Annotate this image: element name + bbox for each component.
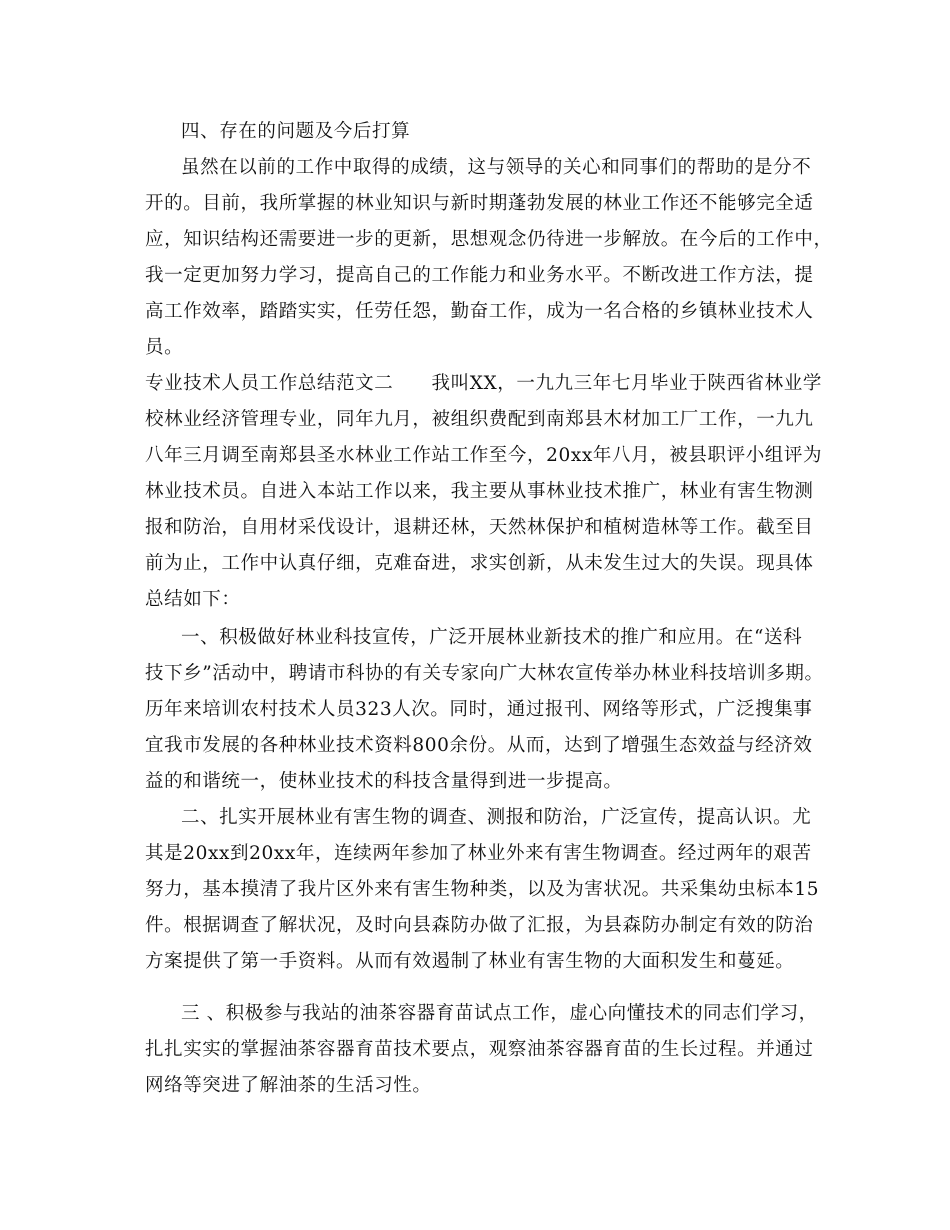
article-title-line: 专业技术人员工作总结范文二 我叫XX，一九九三年七月毕业于陕西省林业学 [145, 373, 822, 394]
paragraph-line: 三 、积极参与我站的油茶容器育苗试点工作，虚心向懂技术的同志们学习， [181, 1003, 818, 1024]
paragraph-line: 网络等突进了解油茶的生活习性。 [145, 1075, 432, 1096]
paragraph-line: 总结如下： [145, 589, 241, 610]
paragraph-line: 开的。目前，我所掌握的林业知识与新时期蓬勃发展的林业工作还不能够完全适 [145, 193, 814, 214]
paragraph-line: 扎扎实实的掌握油茶容器育苗技术要点，观察油茶容器育苗的生长过程。并通过 [145, 1039, 814, 1060]
paragraph-line: 我一定更加努力学习，提高自己的工作能力和业务水平。不断改进工作方法，提 [145, 265, 814, 286]
paragraph-line: 努力，基本摸清了我片区外来有害生物种类，以及为害状况。共采集幼虫标本15 [145, 879, 820, 900]
paragraph-line: 历年来培训农村技术人员323人次。同时，通过报刊、网络等形式，广泛搜集事 [145, 699, 813, 720]
paragraph-line: 八年三月调至南郑县圣水林业工作站工作至今，20xx年八月，被县职评小组评为 [145, 445, 823, 466]
paragraph-line: 益的和谐统一，使林业技术的科技含量得到进一步提高。 [145, 771, 623, 792]
paragraph-line: 宜我市发展的各种林业技术资料800余份。从而，达到了增强生态效益与经济效 [145, 735, 813, 756]
paragraph-line: 件。根据调查了解状况，及时向县森防办做了汇报，为县森防办制定有效的防治 [145, 915, 814, 936]
paragraph-line: 报和防治，自用材采伐设计，退耕还林，天然林保护和植树造林等工作。截至目 [145, 517, 814, 538]
paragraph-line: 其是20xx到20xx年，连续两年参加了林业外来有害生物调查。经过两年的艰苦 [145, 843, 812, 864]
paragraph-line: 林业技术员。自进入本站工作以来，我主要从事林业技术推广，林业有害生物测 [145, 481, 814, 502]
paragraph-line: 校林业经济管理专业，同年九月，被组织费配到南郑县木材加工厂工作，一九九 [145, 409, 814, 430]
paragraph-line: 虽然在以前的工作中取得的成绩，这与领导的关心和同事们的帮助的是分不 [181, 157, 812, 178]
paragraph-line: 方案提供了第一手资料。从而有效遏制了林业有害生物的大面积发生和蔓延。 [145, 951, 795, 972]
section-heading-4: 四、存在的问题及今后打算 [181, 121, 411, 142]
paragraph-line: 技下乡”活动中，聘请市科协的有关专家向广大林农宣传举办林业科技培训多期。 [145, 663, 824, 684]
paragraph-line: 前为止，工作中认真仔细，克难奋进，求实创新，从未发生过大的失误。现具体 [145, 553, 814, 574]
paragraph-line: 一、积极做好林业科技宣传，广泛开展林业新技术的推广和应用。在“送科 [181, 627, 803, 648]
paragraph-line: 应，知识结构还需要进一步的更新，思想观念仍待进一步解放。在今后的工作中， [145, 229, 833, 250]
paragraph-line: 高工作效率，踏踏实实，任劳任怨，勤奋工作，成为一名合格的乡镇林业技术人 [145, 301, 814, 322]
paragraph-line: 二、扎实开展林业有害生物的调查、测报和防治，广泛宣传，提高认识。尤 [181, 807, 812, 828]
paragraph-line: 员。 [145, 337, 184, 358]
